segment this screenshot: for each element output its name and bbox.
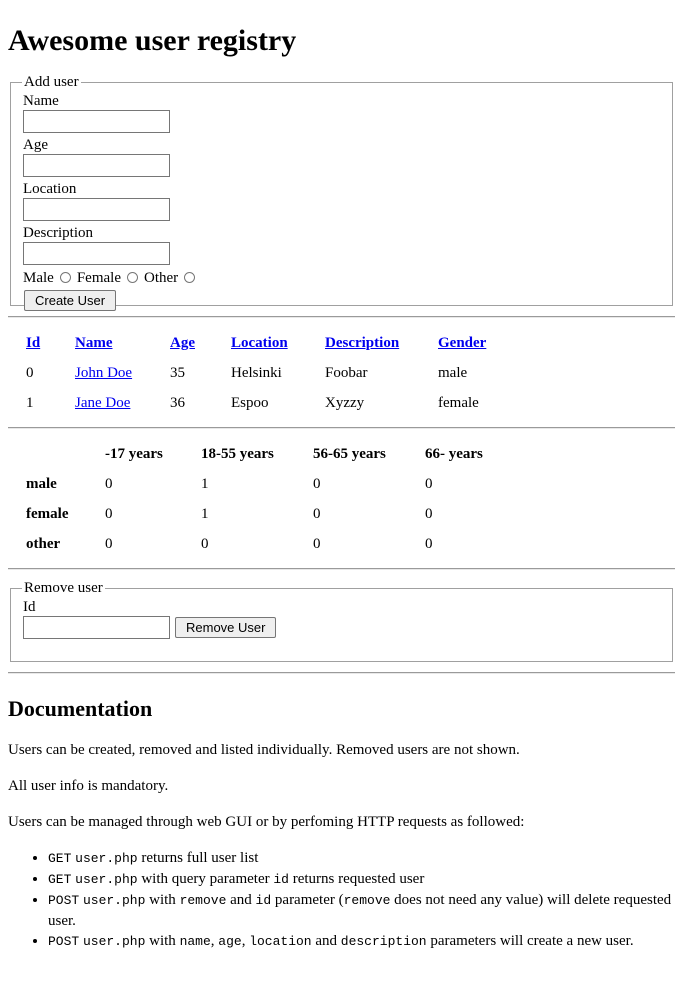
sort-id-link[interactable]: Id (26, 334, 41, 351)
user-location: Espoo (231, 394, 269, 411)
list-item: • POST user.php with remove and id parameter (remove does not need any value) will delete requested user. (48, 890, 675, 931)
doc-paragraph: All user info is mandatory. (8, 778, 169, 794)
api-list (8, 848, 675, 952)
user-age: 36 (170, 394, 185, 411)
list-item: • POST user.php with name, age, location and description parameters will create a new user. (48, 931, 675, 952)
doc-paragraph: Users can be created, removed and listed individually. Removed users are not shown. (8, 742, 520, 758)
age-input[interactable] (23, 154, 170, 177)
description-label: Description (23, 225, 93, 241)
location-label: Location (23, 181, 77, 197)
gender-row-label: female (26, 505, 69, 522)
user-name-link[interactable]: Jane Doe (75, 394, 131, 411)
gender-female-radio[interactable] (127, 272, 138, 283)
doc-paragraph: Users can be managed through web GUI or by perfoming HTTP requests as followed: (8, 814, 525, 830)
stat-count: 0 (105, 505, 113, 522)
stat-count: 0 (313, 475, 321, 492)
table-row (26, 388, 486, 418)
add-user-form (10, 74, 673, 306)
user-location: Helsinki (231, 364, 282, 381)
user-id: 0 (26, 364, 34, 381)
stat-count: 0 (105, 535, 113, 552)
add-user-legend: Add user (24, 74, 79, 90)
stat-count: 0 (313, 505, 321, 522)
remove-user-form (10, 580, 673, 662)
gender-male-label: Male (23, 270, 54, 286)
table-row (26, 469, 483, 499)
age-group-header: 18-55 years (201, 445, 274, 462)
name-input[interactable] (23, 110, 170, 133)
sort-name-link[interactable]: Name (75, 334, 113, 351)
create-user-button[interactable]: Create User (24, 290, 116, 311)
description-input[interactable] (23, 242, 170, 265)
age-group-header: -17 years (105, 445, 163, 462)
age-label: Age (23, 137, 48, 153)
table-row (26, 499, 483, 529)
stat-count: 0 (201, 535, 209, 552)
age-group-header: 66- years (425, 445, 483, 462)
page-title: Awesome user registry (8, 24, 297, 57)
user-age: 35 (170, 364, 185, 381)
user-description: Foobar (325, 364, 368, 381)
users-table-header (26, 328, 486, 358)
user-gender: male (438, 364, 468, 381)
list-item: • GET user.php with query parameter id returns requested user (48, 869, 675, 890)
users-table (26, 328, 486, 418)
stat-count: 0 (313, 535, 321, 552)
gender-row-label: other (26, 535, 61, 552)
stat-count: 0 (425, 505, 433, 522)
stats-header-row (26, 439, 483, 469)
stat-count: 0 (425, 535, 433, 552)
list-item: • GET user.php returns full user list (48, 848, 675, 869)
sort-gender-link[interactable]: Gender (438, 334, 487, 351)
gender-radio-group (23, 268, 660, 288)
remove-user-legend: Remove user (24, 580, 103, 596)
stat-count: 0 (425, 475, 433, 492)
sort-description-link[interactable]: Description (325, 334, 400, 351)
age-group-header: 56-65 years (313, 445, 386, 462)
gender-male-radio[interactable] (60, 272, 71, 283)
id-label: Id (23, 599, 36, 615)
table-row (26, 529, 483, 559)
stats-table (26, 439, 483, 559)
gender-other-radio[interactable] (184, 272, 195, 283)
user-name-link[interactable]: John Doe (75, 364, 133, 381)
user-id: 1 (26, 394, 34, 411)
table-row (26, 358, 486, 388)
sort-location-link[interactable]: Location (231, 334, 288, 351)
remove-id-input[interactable] (23, 616, 170, 639)
sort-age-link[interactable]: Age (170, 334, 195, 351)
gender-row-label: male (26, 475, 57, 492)
documentation-heading: Documentation (8, 696, 153, 721)
name-label: Name (23, 93, 59, 109)
user-gender: female (438, 394, 479, 411)
user-description: Xyzzy (325, 394, 365, 411)
remove-user-button[interactable]: Remove User (175, 617, 276, 638)
gender-female-label: Female (76, 270, 121, 286)
location-input[interactable] (23, 198, 170, 221)
gender-other-label: Other (143, 270, 179, 286)
stat-count: 1 (201, 475, 209, 492)
stat-count: 1 (201, 505, 209, 522)
stat-count: 0 (105, 475, 113, 492)
